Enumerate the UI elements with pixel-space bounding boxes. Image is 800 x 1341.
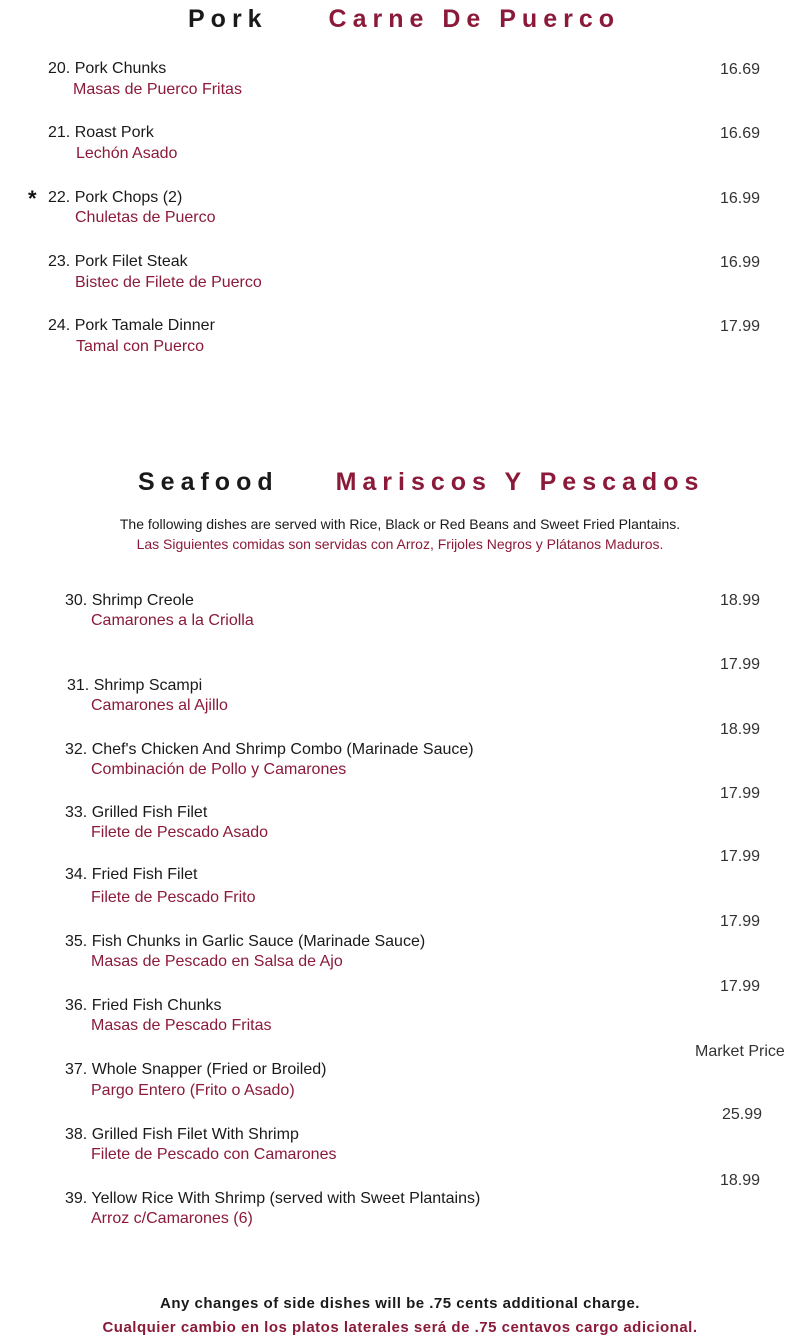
pork-heading	[188, 5, 620, 34]
menu-item-name-es: Lechón Asado	[76, 145, 178, 162]
menu-item-name-es: Masas de Pescado Fritas	[91, 1017, 272, 1034]
menu-item-name-es: Masas de Pescado en Salsa de Ajo	[91, 953, 343, 970]
menu-item-name-es: Filete de Pescado Frito	[91, 889, 256, 906]
menu-item-name: 38. Grilled Fish Filet With Shrimp	[65, 1126, 299, 1143]
footer-note-es: Cualquier cambio en los platos laterales será de .75 centavos cargo adicional.	[102, 1319, 698, 1336]
seafood-title-en: Seafood	[138, 468, 279, 496]
seafood-note-es: Las Siguientes comidas son servidas con Arroz, Frijoles Negros y Plátanos Maduros.	[136, 536, 664, 552]
pork-title-en: Pork	[188, 5, 268, 33]
menu-item-name: 31. Shrimp Scampi	[67, 677, 203, 694]
menu-item-name: 32. Chef's Chicken And Shrimp Combo (Marinade Sauce)	[65, 741, 474, 758]
seafood-heading	[138, 468, 704, 497]
menu-item-price: 17.99	[720, 848, 761, 865]
menu-item-price: 25.99	[722, 1106, 763, 1123]
menu-item-name-es: Chuletas de Puerco	[75, 209, 216, 226]
menu-item-name: 33. Grilled Fish Filet	[65, 804, 208, 821]
menu-item-name-es: Pargo Entero (Frito o Asado)	[91, 1082, 295, 1099]
menu-item-price: 18.99	[720, 1172, 761, 1189]
asterisk-marker: *	[28, 186, 37, 211]
menu-item-name-es: Filete de Pescado con Camarones	[91, 1146, 337, 1163]
menu-item-name: 37. Whole Snapper (Fried or Broiled)	[65, 1061, 327, 1078]
menu-item-name-es: Filete de Pescado Asado	[91, 824, 269, 841]
pork-title-es: Carne De Puerco	[328, 5, 621, 33]
seafood-note-en: The following dishes are served with Rice, Black or Red Beans and Sweet Fried Plantains.	[119, 516, 681, 532]
menu-item-name-es: Tamal con Puerco	[76, 338, 205, 355]
menu-item-price: 16.69	[720, 125, 761, 142]
menu-item-price: Market Price	[695, 1043, 785, 1060]
menu-item-price: 18.99	[720, 721, 761, 738]
seafood-title-es: Mariscos Y Pescados	[335, 468, 705, 496]
menu-item-name: 20. Pork Chunks	[48, 60, 167, 77]
menu-item-name: 30. Shrimp Creole	[65, 592, 194, 609]
menu-item-name: 21. Roast Pork	[48, 124, 154, 141]
menu-item-price: 18.99	[720, 592, 761, 609]
menu-item-price: 17.99	[720, 318, 761, 335]
menu-item-price: 17.99	[720, 913, 761, 930]
menu-item-price: 16.69	[720, 61, 761, 78]
menu-item-name: 35. Fish Chunks in Garlic Sauce (Marinade Sauce)	[65, 933, 426, 950]
menu-item-name-es: Camarones a la Criolla	[91, 612, 254, 629]
menu-item-name-es: Bistec de Filete de Puerco	[75, 274, 262, 291]
menu-item-name: 39. Yellow Rice With Shrimp (served with Sweet Plantains)	[65, 1190, 481, 1207]
menu-item-price: 17.99	[720, 656, 761, 673]
menu-item-price: 17.99	[720, 978, 761, 995]
footer-note-en: Any changes of side dishes will be .75 cents additional charge.	[160, 1295, 640, 1312]
menu-item-name: 22. Pork Chops (2)	[48, 189, 183, 206]
menu-item-name-es: Arroz c/Camarones (6)	[91, 1210, 253, 1227]
menu-item-name-es: Camarones al Ajillo	[91, 697, 228, 714]
menu-item-name: 34. Fried Fish Filet	[65, 866, 198, 883]
menu-item-price: 17.99	[720, 785, 761, 802]
menu-item-name: 24. Pork Tamale Dinner	[48, 317, 215, 334]
menu-item-price: 16.99	[720, 190, 761, 207]
menu-item-name-es: Masas de Puerco Fritas	[73, 81, 242, 98]
menu-item-name: 36. Fried Fish Chunks	[65, 997, 222, 1014]
menu-item-price: 16.99	[720, 254, 761, 271]
menu-item-name-es: Combinación de Pollo y Camarones	[91, 761, 347, 778]
menu-item-name: 23. Pork Filet Steak	[48, 253, 188, 270]
